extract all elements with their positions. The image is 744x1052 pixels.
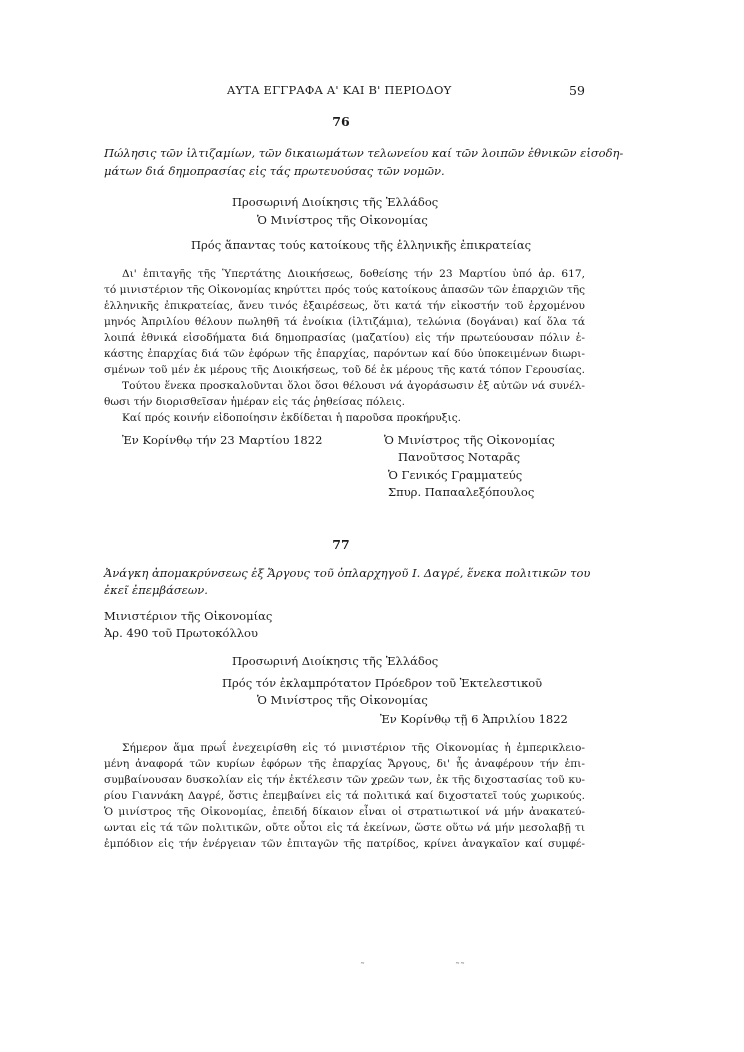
doc76-body-line: θωσι τήν διορισθεῖσαν ἡμέραν εἰς τάς ῥηθείσας πόλεις. bbox=[104, 396, 405, 408]
doc77-body-line: Ὁ μινίστρος τῆς Οἰκονομίας, ἐπειδή δίκαιον εἶναι οἱ στρατιωτικοί νά μήν ἀνακατεύ- bbox=[104, 806, 585, 818]
doc77-heading-government: Προσωρινή Διοίκησις τῆς Ἑλλάδος bbox=[232, 654, 439, 668]
doc76-body-line: σμένων τοῦ μέν ἐκ μέρους τῆς Διοικήσεως, τοῦ δέ ἐκ μέρους τῆς κατά τόπον Γερουσίας. bbox=[104, 364, 585, 376]
doc77-body-line: μένη ἀναφορά τῶν κυρίων ἐφόρων τῆς ἐπαρχίας Ἄργους, δι' ἧς ἀναφέρουν τήν ἐπι- bbox=[104, 758, 585, 770]
doc77-body-line: Σήμερον ἅμα πρωΐ ἐνεχειρίσθη εἰς τό μινιστέριον τῆς Οἰκονομίας ἡ ἐμπερικλειο- bbox=[122, 742, 585, 754]
scan-mark: ˜˜ bbox=[455, 962, 465, 973]
page-number: 59 bbox=[569, 83, 585, 98]
document-number-77: 77 bbox=[332, 537, 350, 552]
doc77-heading-minister: Ὁ Μινίστρος τῆς Οἰκονομίας bbox=[257, 693, 428, 707]
doc76-summary-line-1: Πώλησις τῶν ἰλτιζαμίων, τῶν δικαιωμάτων τελωνείου καί τῶν λοιπῶν ἐθνικῶν εἰσοδη- bbox=[104, 146, 624, 160]
doc77-body-line: ωνται εἰς τά τῶν πολιτικῶν, οὔτε οὗτοι εἰς τά ἐκείνων, ὥστε οὕτω νά μήν μεσολαβῇ τι bbox=[104, 822, 585, 834]
doc77-body-line: συμβαίνουσαν δυσκολίαν εἰς τήν ἐκτέλεσιν τῶν χρεῶν των, ἐκ τῆς διχοστασίας τοῦ κυ- bbox=[104, 774, 585, 786]
doc76-summary-line-2: μάτων διά δημοπρασίας εἰς τάς πρωτευούσας τῶν νομῶν. bbox=[104, 164, 445, 178]
doc76-body-line: Δι' ἐπιταγῆς τῆς Ὑπερτάτης Διοικήσεως, δοθείσης τήν 23 Μαρτίου ὑπό ἀρ. 617, bbox=[122, 268, 585, 280]
doc76-body-line: Τούτου ἕνεκα προσκαλοῦνται ὅλοι ὅσοι θέλουσι νά ἀγοράσωσιν ἐξ αὐτῶν νά συνέλ- bbox=[122, 380, 585, 392]
doc77-protocol-number: Ἀρ. 490 τοῦ Πρωτοκόλλου bbox=[104, 626, 258, 640]
doc76-heading-government: Προσωρινή Διοίκησις τῆς Ἑλλάδος bbox=[232, 195, 439, 209]
running-title: ΑΥΤΑ ΕΓΓΡΑΦΑ Α' ΚΑΙ Β' ΠΕΡΙΟΔΟΥ bbox=[227, 83, 452, 97]
doc76-heading-minister: Ὁ Μινίστρος τῆς Οἰκονομίας bbox=[257, 213, 428, 227]
doc77-place-date: Ἐν Κορίνθῳ τῇ 6 Ἀπριλίου 1822 bbox=[380, 712, 568, 726]
doc76-place-date: Ἐν Κορίνθῳ τήν 23 Μαρτίου 1822 bbox=[122, 433, 323, 447]
doc76-body-line: κάστης ἐπαρχίας διά τῶν ἐφόρων τῆς ἐπαρχίας, παρόντων καί δύο ὑποκειμένων διωρι- bbox=[104, 348, 585, 360]
doc76-body-line: Καί πρός κοινήν εἰδοποίησιν ἐκδίδεται ἡ παροῦσα προκήρυξις. bbox=[122, 412, 461, 424]
scan-mark: ˜ bbox=[360, 962, 365, 973]
doc76-body-line: μηνός Ἀπριλίου θέλουν πωληθῆ τά ἐνοίκια (ἰλτιζάμια), τελώνια (δογάναι) καί ὅλα τά bbox=[104, 316, 585, 328]
document-number-76: 76 bbox=[332, 114, 350, 129]
doc77-body-line: ἐμπόδιον εἰς τήν ἐνέργειαν τῶν ἐπιταγῶν τῆς πατρίδος, κρίνει ἀναγκαῖον καί συμφέ- bbox=[104, 838, 585, 850]
doc76-body-line: λοιπά ἐθνικά εἰσοδήματα διά δημοπρασίας (μαζατίου) εἰς τήν πρωτεύουσαν πόλιν ἑ- bbox=[104, 332, 585, 344]
doc76-addressee: Πρός ἅπαντας τούς κατοίκους τῆς ἑλληνικῆς ἐπικρατείας bbox=[191, 238, 532, 252]
doc77-summary-line-1: Ἀνάγκη ἀπομακρύνσεως ἐξ Ἄργους τοῦ ὁπλαρχηγοῦ Ι. Δαγρέ, ἕνεκα πολιτικῶν του bbox=[104, 566, 591, 580]
doc77-summary-line-2: ἐκεῖ ἐπεμβάσεων. bbox=[104, 583, 208, 597]
doc76-signature-1-title: Ὁ Μινίστρος τῆς Οἰκονομίας bbox=[384, 433, 555, 447]
doc77-addressee: Πρός τόν ἐκλαμπρότατον Πρόεδρον τοῦ Ἐκτελεστικοῦ bbox=[222, 676, 543, 690]
doc77-sender-ministry: Μινιστέριον τῆς Οἰκονομίας bbox=[104, 609, 273, 623]
doc76-body-line: ἑλληνικῆς ἐπικρατείας, ἄνευ τινός ἐξαιρέσεως, ὅτι κατά τήν εἰκοστήν τοῦ ἐρχομένου bbox=[104, 300, 585, 312]
doc76-body-line: τό μινιστέριον τῆς Οἰκονομίας κηρύττει πρός τούς κατοίκους ἁπασῶν τῶν ἐπαρχιῶν τῆς bbox=[104, 284, 585, 296]
doc76-signature-2-title: Ὁ Γενικός Γραμματεύς bbox=[388, 468, 523, 482]
doc77-body-line: ρίου Γιαννάκη Δαγρέ, ὅστις ἐπεμβαίνει εἰς τά πολιτικά καί διχοστατεῖ τούς χωρικούς. bbox=[104, 790, 585, 802]
doc76-signature-1-name: Πανοῦτσος Νοταρᾶς bbox=[398, 450, 521, 464]
doc76-signature-2-name: Σπυρ. Παπααλεξόπουλος bbox=[388, 485, 535, 499]
